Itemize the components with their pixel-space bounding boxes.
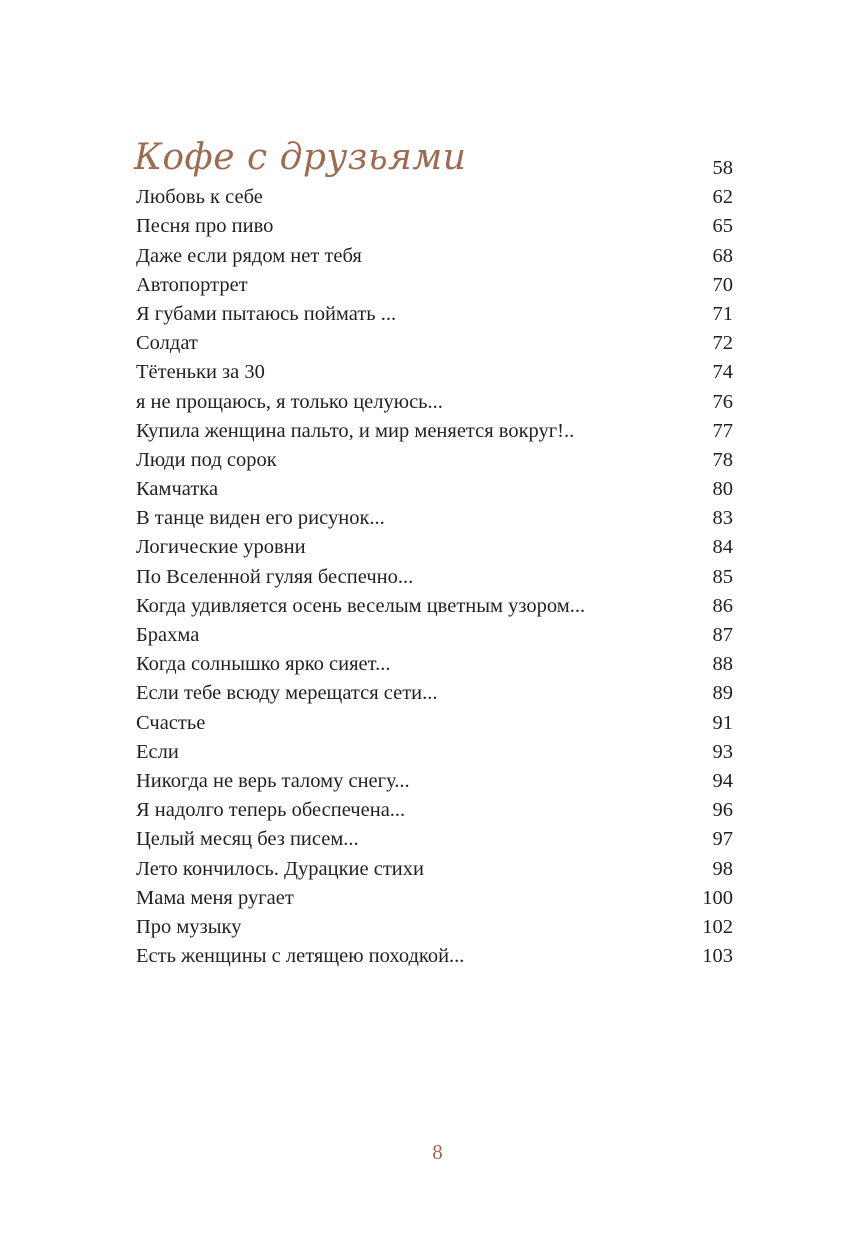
toc-entry[interactable] — [136, 242, 733, 271]
toc-entry-page: 97 — [712, 828, 733, 851]
toc-entry-title: Когда удивляется осень веселым цветным узором... — [136, 594, 586, 617]
toc-entry-page: 102 — [702, 915, 733, 938]
toc-entry-page: 58 — [712, 157, 733, 179]
toc-entry-title: Камчатка — [136, 478, 219, 501]
toc-entry[interactable] — [136, 767, 733, 796]
toc-entry-page: 89 — [712, 682, 733, 705]
toc-entry-title: Про музыку — [136, 915, 242, 938]
toc-entry-page: 78 — [712, 448, 733, 471]
toc-entry[interactable] — [136, 621, 733, 650]
toc-entry-page: 72 — [712, 332, 733, 355]
toc-entry[interactable] — [136, 913, 733, 942]
toc-entry-title: Тётеньки за 30 — [136, 361, 265, 384]
toc-entry-page: 96 — [712, 799, 733, 822]
toc-entry-title: Есть женщины с летящею походкой... — [136, 945, 465, 968]
toc-entry-title: Никогда не верь талому снегу... — [136, 769, 410, 792]
toc-entry-title: Даже если рядом нет тебя — [136, 244, 362, 267]
toc-entry-title: Я надолго теперь обеспечена... — [136, 799, 406, 822]
toc-entry-page: 91 — [712, 711, 733, 734]
toc-entry[interactable] — [136, 183, 733, 212]
toc-entry[interactable] — [136, 563, 733, 592]
toc-entry-page: 68 — [712, 244, 733, 267]
toc-entry-title: Песня про пиво — [136, 215, 274, 238]
toc-entry-page: 103 — [702, 945, 733, 968]
toc-entry[interactable] — [136, 300, 733, 329]
toc-entry-title: Если — [136, 740, 179, 763]
toc-entry-page: 62 — [712, 186, 733, 209]
toc-entry-title: Брахма — [136, 624, 200, 646]
toc-entry-title: Я губами пытаюсь поймать ... — [136, 302, 397, 325]
toc-entry[interactable] — [136, 417, 733, 446]
toc-entry[interactable] — [136, 446, 733, 475]
toc-entry[interactable] — [136, 592, 733, 621]
toc-entry[interactable] — [136, 855, 733, 884]
toc-entry-page: 84 — [712, 536, 733, 559]
toc-entry[interactable] — [136, 796, 733, 825]
toc-entry-title: Автопортрет — [136, 273, 248, 296]
toc-entry[interactable] — [136, 825, 733, 854]
toc-entry-page: 85 — [712, 565, 733, 588]
toc-entry-title: Любовь к себе — [136, 186, 263, 209]
toc-entry-page: 83 — [712, 507, 733, 530]
toc-entry-page: 76 — [712, 390, 733, 413]
toc-entry-title: я не прощаюсь, я только целуюсь... — [136, 390, 443, 413]
toc-entry[interactable] — [136, 884, 733, 913]
toc-entry[interactable] — [136, 212, 733, 241]
toc-entry-title: В танце виден его рисунок... — [136, 507, 385, 530]
toc-entry[interactable] — [136, 388, 733, 417]
toc-entry[interactable] — [136, 650, 733, 679]
toc-entry[interactable] — [136, 329, 733, 358]
toc-entry-title: Когда солнышко ярко сияет... — [136, 653, 391, 676]
toc-entry-title: Купила женщина пальто, и мир меняется вокруг!.. — [136, 419, 575, 442]
toc-entry[interactable] — [136, 154, 733, 183]
toc-entry-title: Счастье — [136, 711, 206, 734]
toc-entry-title: Если тебе всюду мерещатся сети... — [136, 682, 438, 705]
toc-entry-page: 70 — [712, 273, 733, 296]
toc-entry[interactable] — [136, 709, 733, 738]
toc-entry-page: 80 — [712, 478, 733, 501]
toc-entry-title: Логические уровни — [136, 536, 306, 559]
toc-entry[interactable] — [136, 504, 733, 533]
toc-entry-page: 94 — [712, 769, 733, 792]
toc-entry-page: 65 — [712, 215, 733, 238]
toc-entry-page: 88 — [712, 653, 733, 676]
toc-entry[interactable] — [136, 271, 733, 300]
toc-entry-title: Солдат — [136, 332, 198, 355]
toc-entry-title: Люди под сорок — [136, 448, 277, 471]
toc-entry[interactable] — [136, 942, 733, 971]
section-title: Кофе с друзьями — [134, 137, 467, 178]
table-of-contents — [136, 154, 733, 971]
toc-entry-page: 93 — [712, 740, 733, 763]
toc-entry-page: 71 — [712, 302, 733, 325]
toc-entry-page: 100 — [702, 886, 733, 909]
toc-entry-title: Мама меня ругает — [136, 886, 294, 909]
toc-entry[interactable] — [136, 475, 733, 504]
toc-entry-page: 86 — [712, 594, 733, 617]
page-number: 8 — [432, 1140, 443, 1164]
toc-entry-title: Целый месяц без писем... — [136, 828, 359, 851]
toc-entry[interactable] — [136, 738, 733, 767]
toc-entry[interactable] — [136, 358, 733, 387]
toc-entry[interactable] — [136, 533, 733, 562]
toc-entry-page: 77 — [712, 419, 733, 442]
toc-entry-title: Лето кончилось. Дурацкие стихи — [136, 857, 424, 880]
toc-entry[interactable] — [136, 679, 733, 708]
toc-entry-title: По Вселенной гуляя беспечно... — [136, 565, 414, 588]
toc-entry-page: 74 — [712, 361, 733, 384]
toc-entry-page: 98 — [712, 857, 733, 880]
toc-entry-page: 87 — [712, 624, 733, 646]
